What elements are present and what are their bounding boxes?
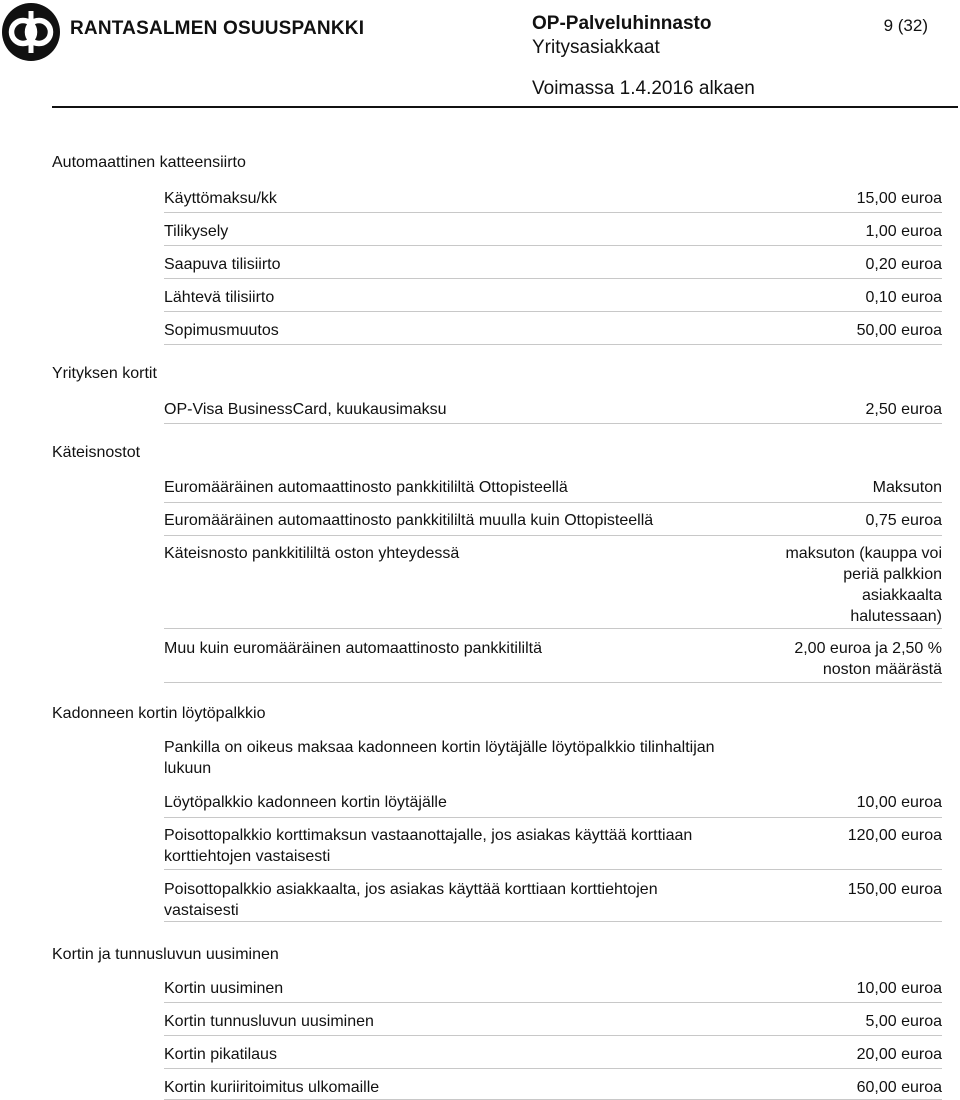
row-label: Poisottopalkkio korttimaksun vastaanottajalle, jos asiakas käyttää korttiaan korttiehtojen vastaisesti: [164, 827, 693, 865]
row-label: Poisottopalkkio asiakkaalta, jos asiakas käyttää korttiaan korttiehtojen vastaisesti: [164, 881, 658, 919]
price-row: [164, 399, 942, 424]
row-value: 150,00 euroa: [847, 881, 942, 898]
row-label: OP-Visa BusinessCard, kuukausimaksu: [164, 401, 447, 418]
header-divider: [52, 106, 958, 108]
row-value: maksuton (kauppa voi periä palkkion asiakkaalta halutessaan): [785, 545, 942, 625]
row-value: 10,00 euroa: [856, 980, 942, 997]
row-label: Tilikysely: [164, 223, 229, 240]
row-label: Lähtevä tilisiirto: [164, 289, 275, 306]
section-title: Kortin ja tunnusluvun uusiminen: [52, 946, 279, 963]
row-label: Käyttömaksu/kk: [164, 190, 277, 207]
price-row: [164, 737, 942, 782]
row-label: Käteisnosto pankkitililtä oston yhteydessä: [164, 545, 460, 562]
row-value: 50,00 euroa: [856, 322, 942, 339]
row-label: Muu kuin euromääräinen automaattinosto pankkitililtä: [164, 640, 542, 657]
row-label: Kortin pikatilaus: [164, 1046, 277, 1063]
row-label: Euromääräinen automaattinosto pankkitililtä muulla kuin Ottopisteellä: [164, 512, 654, 529]
price-row: [164, 287, 942, 312]
row-value: 120,00 euroa: [847, 827, 942, 844]
row-label: Pankilla on oikeus maksaa kadonneen kortin löytäjälle löytöpalkkio tilinhaltijan lukuun: [164, 739, 715, 777]
price-row: [164, 477, 942, 503]
document-title: OP-Palveluhinnasto: [532, 13, 712, 34]
section-title: Kadonneen kortin löytöpalkkio: [52, 705, 266, 722]
row-value: 60,00 euroa: [856, 1079, 942, 1096]
price-row: [164, 320, 942, 345]
price-row: [164, 879, 942, 922]
row-value: 10,00 euroa: [856, 794, 942, 811]
row-value: 2,50 euroa: [865, 401, 942, 418]
price-row: [164, 978, 942, 1003]
price-row: [164, 188, 942, 213]
row-label: Löytöpalkkio kadonneen kortin löytäjälle: [164, 794, 447, 811]
price-row: [164, 221, 942, 246]
price-row: [164, 543, 942, 629]
price-row: [164, 825, 942, 870]
row-value: 20,00 euroa: [856, 1046, 942, 1063]
page-number: 9 (32): [883, 16, 928, 35]
section-title: Yrityksen kortit: [52, 365, 157, 382]
row-value: 0,10 euroa: [865, 289, 942, 306]
row-label: Kortin uusiminen: [164, 980, 284, 997]
price-row: [164, 1011, 942, 1036]
op-logo-icon: [2, 3, 60, 61]
valid-from-date: Voimassa 1.4.2016 alkaen: [532, 78, 755, 99]
row-value: 15,00 euroa: [856, 190, 942, 207]
row-label: Sopimusmuutos: [164, 322, 279, 339]
row-value: 2,00 euroa ja 2,50 % noston määrästä: [794, 640, 942, 678]
price-row: [164, 1044, 942, 1069]
row-label: Saapuva tilisiirto: [164, 256, 281, 273]
row-value: 0,20 euroa: [865, 256, 942, 273]
row-value: 1,00 euroa: [865, 223, 942, 240]
row-value: Maksuton: [872, 479, 942, 496]
row-label: Kortin kuriiritoimitus ulkomaille: [164, 1079, 380, 1096]
price-row: [164, 1077, 942, 1100]
row-label: Euromääräinen automaattinosto pankkitililtä Ottopisteellä: [164, 479, 568, 496]
row-label: Kortin tunnusluvun uusiminen: [164, 1013, 374, 1030]
price-row: [164, 510, 942, 536]
row-value: 0,75 euroa: [865, 512, 942, 529]
page-header: [0, 0, 960, 110]
section-title: Käteisnostot: [52, 444, 141, 461]
price-row: [164, 254, 942, 279]
row-value: 5,00 euroa: [865, 1013, 942, 1030]
price-row: [164, 792, 942, 818]
bank-name: RANTASALMEN OSUUSPANKKI: [70, 18, 365, 39]
document-subtitle: Yritysasiakkaat: [532, 37, 660, 58]
price-row: [164, 638, 942, 683]
section-title: Automaattinen katteensiirto: [52, 154, 246, 171]
